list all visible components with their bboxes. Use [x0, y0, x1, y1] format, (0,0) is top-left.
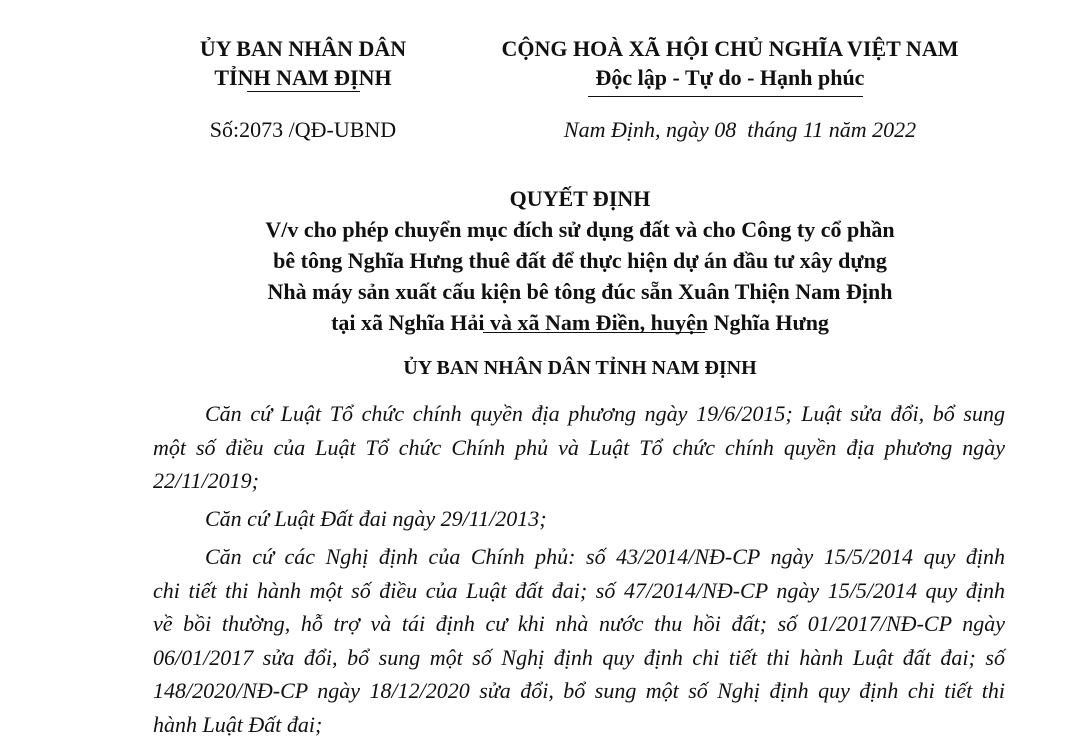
agency-line-2: TỈNH NAM ĐỊNH	[214, 65, 392, 90]
agency-header	[168, 34, 438, 92]
place-date: Nam Định, ngày 08 tháng 11 năm 2022	[563, 117, 917, 142]
paragraph-line: 148/2020/NĐ-CP ngày 18/12/2020 sửa đổi, bổ sung một số Nghị định quy định chi tiết thi	[153, 678, 1005, 703]
subject-line: V/v cho phép chuyển mục đích sử dụng đất và cho Công ty cổ phần	[265, 217, 895, 242]
document-number: Số:2073 /QĐ-UBND	[209, 117, 397, 142]
legal-basis-paragraph	[153, 540, 1005, 741]
issuer-heading: ỦY BAN NHÂN DÂN TỈNH NAM ĐỊNH	[403, 357, 757, 379]
agency-line-1: ỦY BAN NHÂN DÂN	[199, 36, 407, 61]
agency-underline	[247, 91, 360, 92]
decision-title	[140, 183, 1020, 338]
title-underline	[483, 332, 705, 333]
nation-line-2: Độc lập - Tự do - Hạnh phúc	[595, 65, 865, 90]
subject-line: Nhà máy sản xuất cấu kiện bê tông đúc sẵn Xuân Thiện Nam Định	[267, 279, 893, 304]
legal-basis-paragraph	[153, 502, 1005, 536]
paragraph-line: một số điều của Luật Tổ chức Chính phủ và Luật Tổ chức chính quyền địa phương ngày	[153, 434, 1005, 460]
subject-line: bê tông Nghĩa Hưng thuê đất để thực hiện dự án đầu tư xây dựng	[273, 248, 887, 273]
title-heading: QUYẾT ĐỊNH	[509, 186, 651, 211]
subject-line: tại xã Nghĩa Hải và xã Nam Điền, huyện Nghĩa Hưng	[331, 310, 829, 335]
paragraph-line: Căn cứ Luật Đất đai ngày 29/11/2013;	[205, 506, 547, 531]
paragraph-line: chi tiết thi hành một số điều của Luật đất đai; số 47/2014/NĐ-CP ngày 15/5/2014 quy định	[153, 577, 1005, 603]
paragraph-line: hành Luật Đất đai;	[153, 711, 323, 737]
paragraph-line: 06/01/2017 sửa đổi, bổ sung một số Nghị định quy định chi tiết thi hành Luật đất đai; số	[153, 644, 1005, 670]
nation-line-1: CỘNG HOÀ XÃ HỘI CHỦ NGHĨA VIỆT NAM	[501, 36, 959, 61]
paragraph-line: 22/11/2019;	[153, 468, 259, 493]
paragraph-line: về bồi thường, hỗ trợ và tái định cư khi nhà nước thu hồi đất; số 01/2017/NĐ-CP ngày	[153, 611, 1005, 636]
paragraph-line: Căn cứ Luật Tổ chức chính quyền địa phương ngày 19/6/2015; Luật sửa đổi, bổ sung	[205, 401, 1005, 426]
nation-header	[480, 34, 980, 92]
legal-basis-paragraph	[153, 397, 1005, 498]
paragraph-line: Căn cứ các Nghị định của Chính phủ: số 43/2014/NĐ-CP ngày 15/5/2014 quy định	[205, 544, 1005, 569]
motto-underline	[588, 96, 863, 97]
